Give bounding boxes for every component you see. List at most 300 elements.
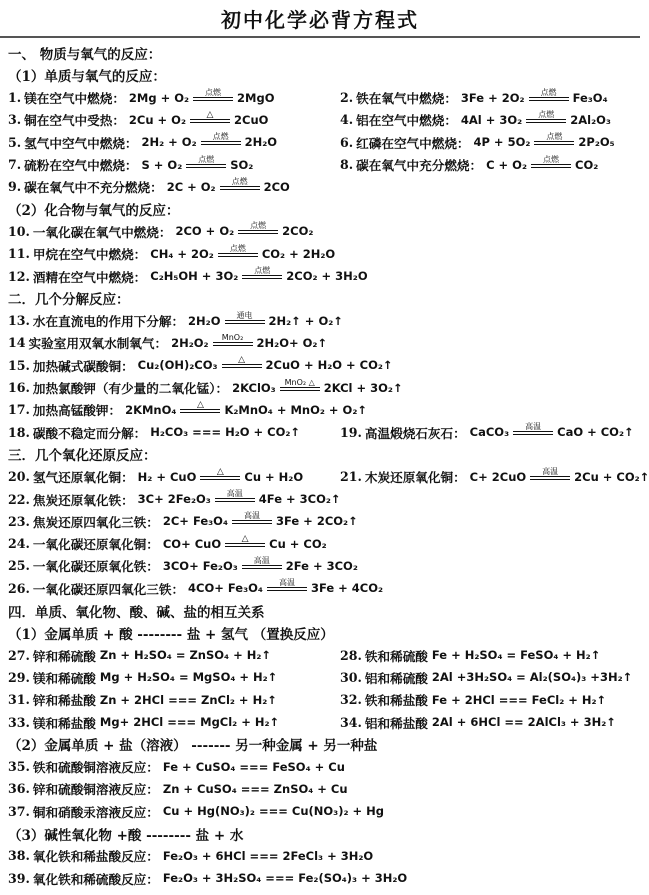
- condition-text: 高温: [525, 422, 542, 432]
- left-equation: [8, 690, 277, 709]
- condition-text: 点燃: [205, 87, 222, 97]
- reactants: 4Al + 3O₂: [460, 112, 523, 127]
- chemical-equation: [163, 849, 373, 863]
- chemical-equation: [460, 109, 611, 127]
- left-equation: [8, 646, 271, 665]
- single-equation: [8, 512, 358, 531]
- equation-label: 一氧化碳在氧气中燃烧：: [32, 224, 172, 240]
- equation-number: 34.: [340, 714, 362, 730]
- equation-row: [8, 399, 632, 421]
- equation-label: 铝和稀盐酸: [364, 715, 428, 731]
- equals-bars: [238, 230, 278, 234]
- reaction-condition: [225, 535, 265, 547]
- products: 2H₂↑ + O₂↑: [268, 313, 343, 328]
- equation-row: [8, 354, 632, 376]
- right-equation: [340, 155, 598, 174]
- reactants: Zn + 2HCl === ZnCl₂ + H₂↑: [99, 692, 277, 707]
- reaction-condition: [534, 133, 574, 145]
- equation-label: 铝和稀硫酸: [364, 670, 428, 686]
- equation-label: 铁和稀盐酸: [364, 693, 428, 709]
- equation-label: 一氧化碳还原氧化铁：: [32, 559, 159, 575]
- equation-number: 25.: [8, 558, 30, 574]
- equation-number: 30.: [340, 669, 362, 685]
- products: CaO + CO₂↑: [557, 425, 634, 440]
- equation-row: [8, 131, 632, 153]
- reaction-condition: [201, 133, 241, 145]
- condition-text: 高温: [226, 489, 243, 498]
- products: 4Fe + 3CO₂↑: [258, 492, 341, 506]
- products: 2H₂O+ O₂↑: [256, 335, 328, 350]
- equation-number: 13.: [8, 313, 30, 329]
- equation-row: [8, 689, 632, 711]
- equation-number: 3.: [8, 112, 22, 128]
- reactants: Fe + CuSO₄ === FeSO₄ + Cu: [162, 759, 345, 774]
- reactants: 2C+ Fe₃O₄: [162, 514, 228, 529]
- products: K₂MnO₄ + MnO₂ + O₂↑: [224, 402, 368, 417]
- reactants: Mg+ 2HCl === MgCl₂ + H₂↑: [99, 715, 280, 729]
- equation-number: 37.: [8, 803, 30, 819]
- equation-label: 铝在空气中燃烧：: [356, 113, 457, 129]
- chemical-equation: [469, 466, 649, 484]
- chemical-equation: [137, 466, 304, 484]
- condition-text: MnO₂: [221, 332, 244, 342]
- reactants: 2KMnO₄: [125, 402, 177, 417]
- equals-bars: [180, 409, 220, 413]
- reactants: 2KClO₃: [232, 380, 276, 395]
- reactants: CH₄ + 2O₂: [150, 246, 214, 261]
- chemical-equation: [163, 782, 348, 796]
- equation-number: 11.: [8, 246, 30, 262]
- equation-label: 铁和稀硫酸: [364, 648, 428, 664]
- equals-bars: [190, 119, 230, 123]
- condition-text: 点燃: [546, 132, 563, 142]
- right-equation: [340, 646, 600, 665]
- single-equation: [8, 244, 335, 263]
- reactants: 3Fe + 2O₂: [460, 90, 525, 105]
- products: Cu + CO₂: [269, 536, 327, 551]
- equals-bars: [526, 119, 566, 123]
- reaction-condition: [513, 423, 553, 435]
- section-heading: （1）金属单质 + 酸 -------- 盐 + 氢气 （置换反应）: [8, 626, 334, 643]
- single-equation: [8, 802, 384, 821]
- right-equation: [340, 668, 632, 687]
- products: 2Cu + CO₂↑: [574, 469, 649, 484]
- equation-row: [8, 220, 632, 242]
- section-heading: 二．几个分解反应：: [8, 292, 130, 309]
- chemical-equation: [137, 355, 393, 373]
- single-equation: [8, 869, 407, 888]
- condition-text: 高温: [278, 578, 295, 588]
- equals-bars: [213, 342, 253, 346]
- reactants: 2H₂O: [188, 313, 221, 328]
- equation-label: 加热高锰酸钾：: [32, 403, 122, 419]
- products: 2MgO: [237, 90, 275, 105]
- reaction-condition: [238, 222, 278, 234]
- reactants: 2Mg + O₂: [128, 90, 190, 105]
- single-equation: [8, 490, 341, 509]
- equation-number: 17.: [8, 402, 30, 418]
- equation-label: 锌和稀硫酸: [32, 648, 96, 664]
- reactants: 3C+ 2Fe₂O₃: [137, 492, 211, 506]
- products: Fe₃O₄: [572, 90, 608, 105]
- chemical-equation: [166, 176, 290, 194]
- products: 3Fe + 2CO₂↑: [275, 514, 358, 529]
- equation-number: 35.: [8, 759, 30, 775]
- right-equation: [340, 690, 606, 709]
- right-equation: [340, 713, 616, 732]
- equation-number: 1.: [8, 90, 22, 106]
- equation-row: [8, 488, 632, 510]
- equation-label: 碳酸不稳定而分解：: [32, 425, 147, 441]
- reaction-condition: [222, 356, 262, 368]
- right-equation: [340, 133, 615, 152]
- chemical-equation: [150, 425, 300, 439]
- chemical-equation: [162, 511, 358, 529]
- reactants: C + O₂: [486, 157, 527, 172]
- equation-label: 锌和硫酸铜溶液反应：: [32, 782, 159, 798]
- chemical-equation: [128, 87, 275, 105]
- section-heading: （2）金属单质 + 盐（溶液） ------- 另一种金属 + 另一种盐: [8, 738, 378, 755]
- equation-row: [8, 466, 649, 488]
- equation-label: 氢气中空气中燃烧：: [24, 135, 138, 151]
- reaction-condition: [190, 111, 230, 123]
- left-equation: [8, 110, 268, 129]
- chemical-equation: [163, 804, 384, 818]
- chemical-equation: [460, 87, 608, 105]
- equation-number: 16.: [8, 380, 30, 395]
- equation-label: 实验室用双氧水制氧气：: [28, 336, 168, 352]
- chemical-equation: [150, 266, 368, 283]
- reactants: C+ 2CuO: [469, 469, 527, 484]
- equation-label: 铁在氧气中燃烧：: [356, 91, 457, 107]
- reaction-condition: [186, 156, 226, 168]
- chemical-equation: [100, 648, 271, 662]
- equation-row: [8, 845, 632, 867]
- equation-label: 硫粉在空气中燃烧：: [24, 158, 138, 173]
- products: Cu + H₂O: [244, 469, 304, 484]
- reactants: H₂CO₃ === H₂O + CO₂↑: [150, 425, 301, 440]
- chemical-equation: [432, 693, 606, 707]
- equals-bars: [534, 141, 574, 145]
- single-equation: [8, 356, 393, 375]
- equation-label: 铜和硝酸汞溶液反应：: [32, 804, 159, 820]
- single-equation: [8, 534, 327, 553]
- reactants: 2Al +3H₂SO₄ = Al₂(SO₄)₃ +3H₂↑: [431, 670, 633, 685]
- equation-number: 9.: [8, 179, 22, 195]
- left-equation: [8, 668, 277, 687]
- products: CO₂ + 2H₂O: [261, 246, 336, 261]
- chemical-equation: [163, 760, 345, 774]
- reaction-condition: [215, 490, 255, 502]
- single-equation: [8, 400, 367, 419]
- equals-bars: [242, 565, 282, 569]
- title-divider: [0, 36, 640, 38]
- chemical-equation: [163, 871, 407, 885]
- equals-bars: [222, 364, 262, 368]
- equation-number: 5.: [8, 134, 22, 150]
- condition-text: MnO₂ △: [284, 377, 315, 387]
- condition-text: 高温: [243, 511, 260, 521]
- equation-number: 29.: [8, 669, 30, 685]
- equation-row: [8, 310, 632, 332]
- products: 2Fe + 3CO₂: [285, 558, 358, 573]
- chemical-equation: [188, 310, 343, 328]
- equation-number: 31.: [8, 692, 30, 708]
- left-equation: [8, 155, 253, 174]
- equation-label: 一氧化碳还原氧化铜：: [32, 537, 159, 553]
- equation-row: [8, 778, 632, 800]
- reactants: 2C + O₂: [166, 179, 216, 194]
- chemical-equation: [432, 670, 632, 684]
- reactants: 2CO + O₂: [175, 224, 235, 239]
- reaction-condition: [225, 312, 265, 324]
- equation-label: 镁和稀盐酸: [32, 715, 96, 731]
- equation-number: 28.: [340, 647, 362, 663]
- equals-bars: [530, 476, 570, 480]
- equation-number: 39.: [8, 870, 30, 886]
- condition-text: 点燃: [229, 243, 246, 253]
- equation-row: [8, 711, 632, 733]
- condition-text: △: [196, 399, 204, 410]
- reactants: Mg + H₂SO₄ = MgSO₄ + H₂↑: [99, 670, 278, 685]
- condition-text: △: [216, 466, 224, 477]
- reaction-condition: [242, 267, 282, 279]
- equation-row: [8, 243, 632, 265]
- equation-row: [8, 332, 632, 354]
- equation-label: 镁和稀硫酸: [32, 670, 96, 686]
- reactants: Cu₂(OH)₂CO₃: [137, 358, 218, 373]
- reactants: 2Al + 6HCl == 2AlCl₃ + 3H₂↑: [431, 715, 616, 729]
- equation-label: 甲烷在空气中燃烧：: [32, 247, 147, 263]
- reactants: 4CO+ Fe₃O₄: [188, 581, 263, 596]
- reaction-condition: [218, 245, 258, 257]
- condition-text: 高温: [542, 466, 559, 476]
- chemical-equation: [432, 648, 600, 662]
- reaction-condition: [193, 89, 233, 101]
- equation-row: [8, 666, 632, 688]
- single-equation: [8, 267, 368, 286]
- section-heading: （3）碱性氧化物 +酸 -------- 盐 + 水: [8, 827, 244, 844]
- equation-label: 红磷在空气中燃烧：: [356, 135, 470, 151]
- equation-label: 高温煅烧石灰石：: [364, 425, 466, 441]
- single-equation: [8, 757, 345, 776]
- equation-number: 15.: [8, 357, 30, 373]
- equation-row: [8, 265, 632, 287]
- reactants: Fe + H₂SO₄ = FeSO₄ + H₂↑: [431, 648, 601, 663]
- chemical-equation: [432, 715, 616, 729]
- equals-bars: [531, 164, 571, 168]
- equation-number: 26.: [8, 580, 30, 596]
- single-equation: [8, 579, 383, 598]
- chemical-equation: [150, 243, 336, 261]
- equation-label: 水在直流电的作用下分解：: [32, 314, 185, 330]
- reactants: CO+ CuO: [162, 536, 222, 551]
- single-equation: [8, 779, 348, 798]
- equals-bars: [280, 387, 320, 391]
- reaction-condition: [232, 512, 272, 524]
- equals-bars: [225, 543, 265, 547]
- equation-number: 6.: [340, 134, 354, 150]
- chemical-equation: [141, 154, 254, 172]
- equation-row: [8, 377, 632, 399]
- equation-row: [8, 109, 632, 131]
- equation-label: 碳在氧气中不充分燃烧：: [24, 180, 163, 196]
- right-equation: [340, 88, 608, 107]
- equals-bars: [529, 97, 569, 101]
- equation-label: 酒精在空气中燃烧：: [32, 269, 147, 285]
- equals-bars: [242, 275, 282, 279]
- section-heading: （1）单质与氧气的反应：: [8, 69, 166, 86]
- equation-label: 镁在空气中燃烧：: [24, 91, 125, 107]
- reactants: Fe₂O₃ + 3H₂SO₄ === Fe₂(SO₄)₃ + 3H₂O: [162, 871, 408, 886]
- reactants: C₂H₅OH + 3O₂: [150, 269, 239, 283]
- equation-label: 加热氯酸钾（有少量的二氧化锰）：: [32, 381, 229, 396]
- chemical-equation: [162, 555, 358, 573]
- equation-row: [8, 800, 632, 822]
- chemical-equation: [188, 578, 384, 596]
- equation-number: 24.: [8, 536, 30, 552]
- condition-text: 点燃: [250, 221, 267, 231]
- products: 2CuO: [234, 112, 269, 127]
- chemical-equation: [100, 693, 277, 707]
- equation-label: 氧化铁和稀硫酸反应：: [32, 871, 159, 887]
- reactants: 3CO+ Fe₂O₃: [162, 558, 238, 573]
- single-equation: [8, 177, 290, 196]
- chemical-equation: [100, 715, 279, 729]
- equals-bars: [193, 97, 233, 101]
- equals-bars: [215, 498, 255, 502]
- equation-label: 碳在氧气中充分燃烧：: [356, 158, 483, 173]
- condition-text: 点燃: [254, 266, 271, 275]
- equals-bars: [201, 141, 241, 145]
- equation-number: 23.: [8, 513, 30, 529]
- condition-text: 点燃: [540, 87, 557, 97]
- reaction-condition: [530, 468, 570, 480]
- chemical-equation: [469, 422, 634, 440]
- condition-text: △: [238, 355, 245, 366]
- single-equation: [8, 311, 343, 330]
- equation-row: [8, 533, 632, 555]
- equation-row: [8, 644, 632, 666]
- products: 2P₂O₅: [578, 135, 615, 150]
- chemical-equation: [232, 377, 403, 395]
- chemical-equation: [162, 533, 327, 551]
- products: 2CO: [263, 179, 290, 194]
- equation-row: [8, 756, 632, 778]
- equation-number: 19.: [340, 424, 362, 440]
- reactants: H₂ + CuO: [137, 469, 197, 484]
- reaction-condition: [242, 557, 282, 569]
- equation-label: 焦炭还原四氧化三铁：: [32, 514, 159, 530]
- reactants: Cu + Hg(NO₃)₂ === Cu(NO₃)₂ + Hg: [162, 804, 384, 819]
- equation-label: 加热碱式碳酸铜：: [32, 358, 134, 374]
- reactants: Fe + 2HCl === FeCl₂ + H₂↑: [431, 692, 607, 707]
- products: 2CO₂ + 3H₂O: [286, 269, 368, 283]
- right-equation: [340, 467, 649, 486]
- right-equation: [340, 110, 611, 129]
- reactants: CaCO₃: [469, 425, 510, 440]
- equation-number: 8.: [340, 157, 354, 172]
- condition-text: 点燃: [198, 154, 215, 164]
- left-equation: [8, 467, 303, 486]
- equation-number: 32.: [340, 692, 362, 708]
- equation-row: [8, 154, 632, 176]
- equation-number: 22.: [8, 491, 30, 507]
- equation-label: 氢气还原氧化铜：: [32, 470, 134, 486]
- reaction-condition: [200, 468, 240, 480]
- condition-text: △: [241, 533, 249, 544]
- products: 2H₂O: [244, 135, 278, 150]
- equation-row: [8, 510, 632, 532]
- equation-number: 2.: [340, 90, 354, 106]
- equals-bars: [267, 587, 307, 591]
- reaction-condition: [529, 89, 569, 101]
- reaction-condition: [220, 178, 260, 190]
- equation-label: 锌和稀盐酸: [32, 693, 96, 709]
- equals-bars: [513, 431, 553, 435]
- chemical-equation: [473, 132, 615, 150]
- equals-bars: [225, 320, 265, 324]
- equation-label: 氧化铁和稀盐酸反应：: [32, 849, 159, 865]
- equation-number: 4.: [340, 112, 354, 128]
- reactants: Fe₂O₃ + 6HCl === 2FeCl₃ + 3H₂O: [162, 848, 374, 863]
- reaction-condition: [531, 156, 571, 168]
- left-equation: [8, 423, 300, 442]
- right-equation: [340, 423, 634, 442]
- condition-text: 点燃: [231, 176, 248, 186]
- reaction-condition: [267, 579, 307, 591]
- equation-number: 7.: [8, 157, 22, 172]
- equation-label: 铁和硫酸铜溶液反应：: [32, 760, 159, 776]
- chemical-equation: [171, 332, 328, 350]
- reactants: 2Cu + O₂: [128, 112, 186, 127]
- equation-row: [8, 176, 632, 198]
- reaction-condition: [180, 401, 220, 413]
- chemical-equation: [141, 132, 278, 150]
- section-heading: （2）化合物与氧气的反应：: [8, 203, 180, 220]
- chemical-equation: [125, 399, 368, 417]
- single-equation: [8, 846, 373, 865]
- condition-text: 通电: [236, 310, 253, 320]
- products: 2CuO + H₂O + CO₂↑: [265, 358, 393, 373]
- section-heading: 四．单质、氧化物、酸、碱、盐的相互关系: [8, 604, 265, 621]
- reactants: 2H₂O₂: [171, 335, 209, 350]
- chemical-equation: [128, 109, 269, 127]
- reactants: 2H₂ + O₂: [141, 135, 197, 150]
- equation-number: 21.: [340, 469, 362, 485]
- products: 3Fe + 4CO₂: [310, 581, 384, 596]
- reaction-condition: [526, 111, 566, 123]
- equation-number: 36.: [8, 781, 30, 797]
- equation-number: 18.: [8, 424, 30, 440]
- products: 2KCl + 3O₂↑: [323, 380, 403, 395]
- reactants: 4P + 5O₂: [473, 135, 531, 150]
- equation-label: 铜在空气中受热：: [24, 113, 125, 129]
- reactants: S + O₂: [141, 157, 183, 172]
- equation-number: 20.: [8, 469, 30, 485]
- products: SO₂: [230, 157, 254, 172]
- single-equation: [8, 556, 358, 575]
- equation-number: 10.: [8, 223, 30, 239]
- chemical-equation: [486, 154, 599, 172]
- single-equation: [8, 378, 403, 397]
- reactants: Zn + H₂SO₄ = ZnSO₄ + H₂↑: [99, 648, 272, 663]
- reaction-condition: [280, 379, 320, 391]
- single-equation: [8, 222, 313, 241]
- single-equation: [8, 333, 327, 352]
- chemical-equation: [100, 670, 277, 684]
- page-title: 初中化学必背方程式: [221, 8, 419, 32]
